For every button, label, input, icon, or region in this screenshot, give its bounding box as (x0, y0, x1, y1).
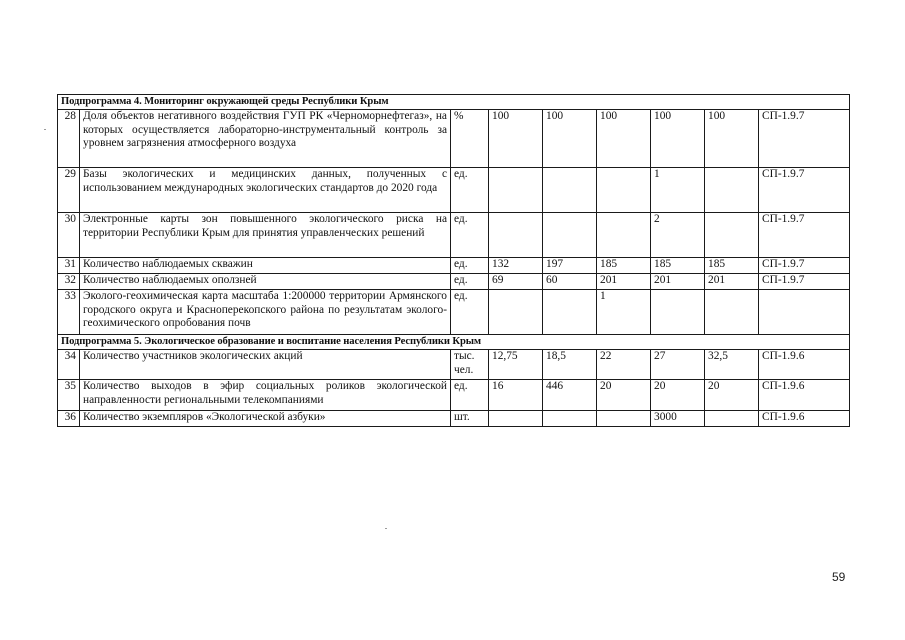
code-cell: СП-1.9.6 (759, 411, 850, 427)
value-cell-4: 1 (651, 168, 705, 213)
row-number-cell: 29 (58, 168, 80, 213)
value-cell-1: 132 (489, 258, 543, 274)
table-body (58, 95, 850, 427)
value-cell-5 (705, 213, 759, 258)
value-cell-4: 3000 (651, 411, 705, 427)
value-cell-1: 100 (489, 110, 543, 168)
value-cell-5: 185 (705, 258, 759, 274)
value-cell-5: 20 (705, 380, 759, 411)
value-cell-1 (489, 411, 543, 427)
section-header-row (58, 335, 850, 350)
indicator-name-cell: Количество участников экологических акций (80, 350, 451, 380)
unit-cell: ед. (451, 258, 489, 274)
code-cell: СП-1.9.7 (759, 213, 850, 258)
table-row (58, 213, 850, 258)
value-cell-4: 2 (651, 213, 705, 258)
value-cell-3 (597, 213, 651, 258)
value-cell-5 (705, 168, 759, 213)
value-cell-5: 201 (705, 274, 759, 290)
value-cell-4: 201 (651, 274, 705, 290)
table-row (58, 274, 850, 290)
indicators-table (57, 94, 850, 427)
value-cell-3: 185 (597, 258, 651, 274)
row-number-cell: 36 (58, 411, 80, 427)
value-cell-2: 446 (543, 380, 597, 411)
indicator-name-cell: Доля объектов негативного воздействия ГУП РК «Черноморнефтегаз», на которых осуществляется лабораторно-инструментальный контроль за уровнем загрязнения атмосферного воздуха (80, 110, 451, 168)
value-cell-3 (597, 168, 651, 213)
scan-speck (44, 129, 46, 130)
value-cell-2: 60 (543, 274, 597, 290)
value-cell-3: 22 (597, 350, 651, 380)
value-cell-2: 18,5 (543, 350, 597, 380)
page-number: 59 (832, 570, 846, 584)
value-cell-3: 1 (597, 290, 651, 335)
value-cell-1: 16 (489, 380, 543, 411)
table-row (58, 290, 850, 335)
unit-cell: ед. (451, 274, 489, 290)
unit-cell: ед. (451, 168, 489, 213)
row-number-cell: 30 (58, 213, 80, 258)
value-cell-2 (543, 411, 597, 427)
value-cell-4: 27 (651, 350, 705, 380)
value-cell-2 (543, 290, 597, 335)
code-cell: СП-1.9.7 (759, 168, 850, 213)
row-number-cell: 31 (58, 258, 80, 274)
indicator-name-cell: Количество экземпляров «Экологической азбуки» (80, 411, 451, 427)
code-cell: СП-1.9.6 (759, 380, 850, 411)
unit-cell: шт. (451, 411, 489, 427)
value-cell-1 (489, 168, 543, 213)
indicator-name-cell: Электронные карты зон повышенного экологического риска на территории Республики Крым для принятия управленческих решений (80, 213, 451, 258)
value-cell-1: 69 (489, 274, 543, 290)
section-header-row (58, 95, 850, 110)
row-number-cell: 28 (58, 110, 80, 168)
value-cell-1: 12,75 (489, 350, 543, 380)
code-cell: СП-1.9.7 (759, 258, 850, 274)
indicator-name-cell: Количество наблюдаемых скважин (80, 258, 451, 274)
unit-cell: ед. (451, 290, 489, 335)
indicator-name-cell: Количество выходов в эфир социальных роликов экологической направленности региональными телекомпаниями (80, 380, 451, 411)
code-cell: СП-1.9.7 (759, 274, 850, 290)
table-row (58, 380, 850, 411)
row-number-cell: 32 (58, 274, 80, 290)
table-row (58, 168, 850, 213)
code-cell: СП-1.9.6 (759, 350, 850, 380)
indicator-name-cell: Базы экологических и медицинских данных, полученных с использованием международных экологических стандартов до 2020 года (80, 168, 451, 213)
value-cell-4 (651, 290, 705, 335)
value-cell-4: 20 (651, 380, 705, 411)
value-cell-2: 100 (543, 110, 597, 168)
value-cell-2 (543, 168, 597, 213)
table-row (58, 110, 850, 168)
indicator-name-cell: Количество наблюдаемых оползней (80, 274, 451, 290)
value-cell-4: 100 (651, 110, 705, 168)
value-cell-3: 100 (597, 110, 651, 168)
unit-cell: % (451, 110, 489, 168)
unit-cell: тыс. чел. (451, 350, 489, 380)
row-number-cell: 33 (58, 290, 80, 335)
unit-cell: ед. (451, 380, 489, 411)
value-cell-5: 100 (705, 110, 759, 168)
value-cell-3: 201 (597, 274, 651, 290)
value-cell-5 (705, 290, 759, 335)
unit-cell: ед. (451, 213, 489, 258)
code-cell: СП-1.9.7 (759, 110, 850, 168)
value-cell-3 (597, 411, 651, 427)
value-cell-3: 20 (597, 380, 651, 411)
scan-speck (385, 528, 387, 529)
section-title: Подпрограмма 5. Экологическое образование и воспитание населения Республики Крым (58, 335, 850, 350)
value-cell-1 (489, 290, 543, 335)
value-cell-4: 185 (651, 258, 705, 274)
value-cell-1 (489, 213, 543, 258)
code-cell (759, 290, 850, 335)
indicator-name-cell: Эколого-геохимическая карта масштаба 1:200000 территории Армянского городского округа и Красноперекопского района по результатам эколого-геохимического опробования почв (80, 290, 451, 335)
row-number-cell: 34 (58, 350, 80, 380)
table-row (58, 258, 850, 274)
table-row (58, 350, 850, 380)
value-cell-5 (705, 411, 759, 427)
table-row (58, 411, 850, 427)
section-title: Подпрограмма 4. Мониторинг окружающей среды Республики Крым (58, 95, 850, 110)
row-number-cell: 35 (58, 380, 80, 411)
value-cell-5: 32,5 (705, 350, 759, 380)
value-cell-2: 197 (543, 258, 597, 274)
value-cell-2 (543, 213, 597, 258)
